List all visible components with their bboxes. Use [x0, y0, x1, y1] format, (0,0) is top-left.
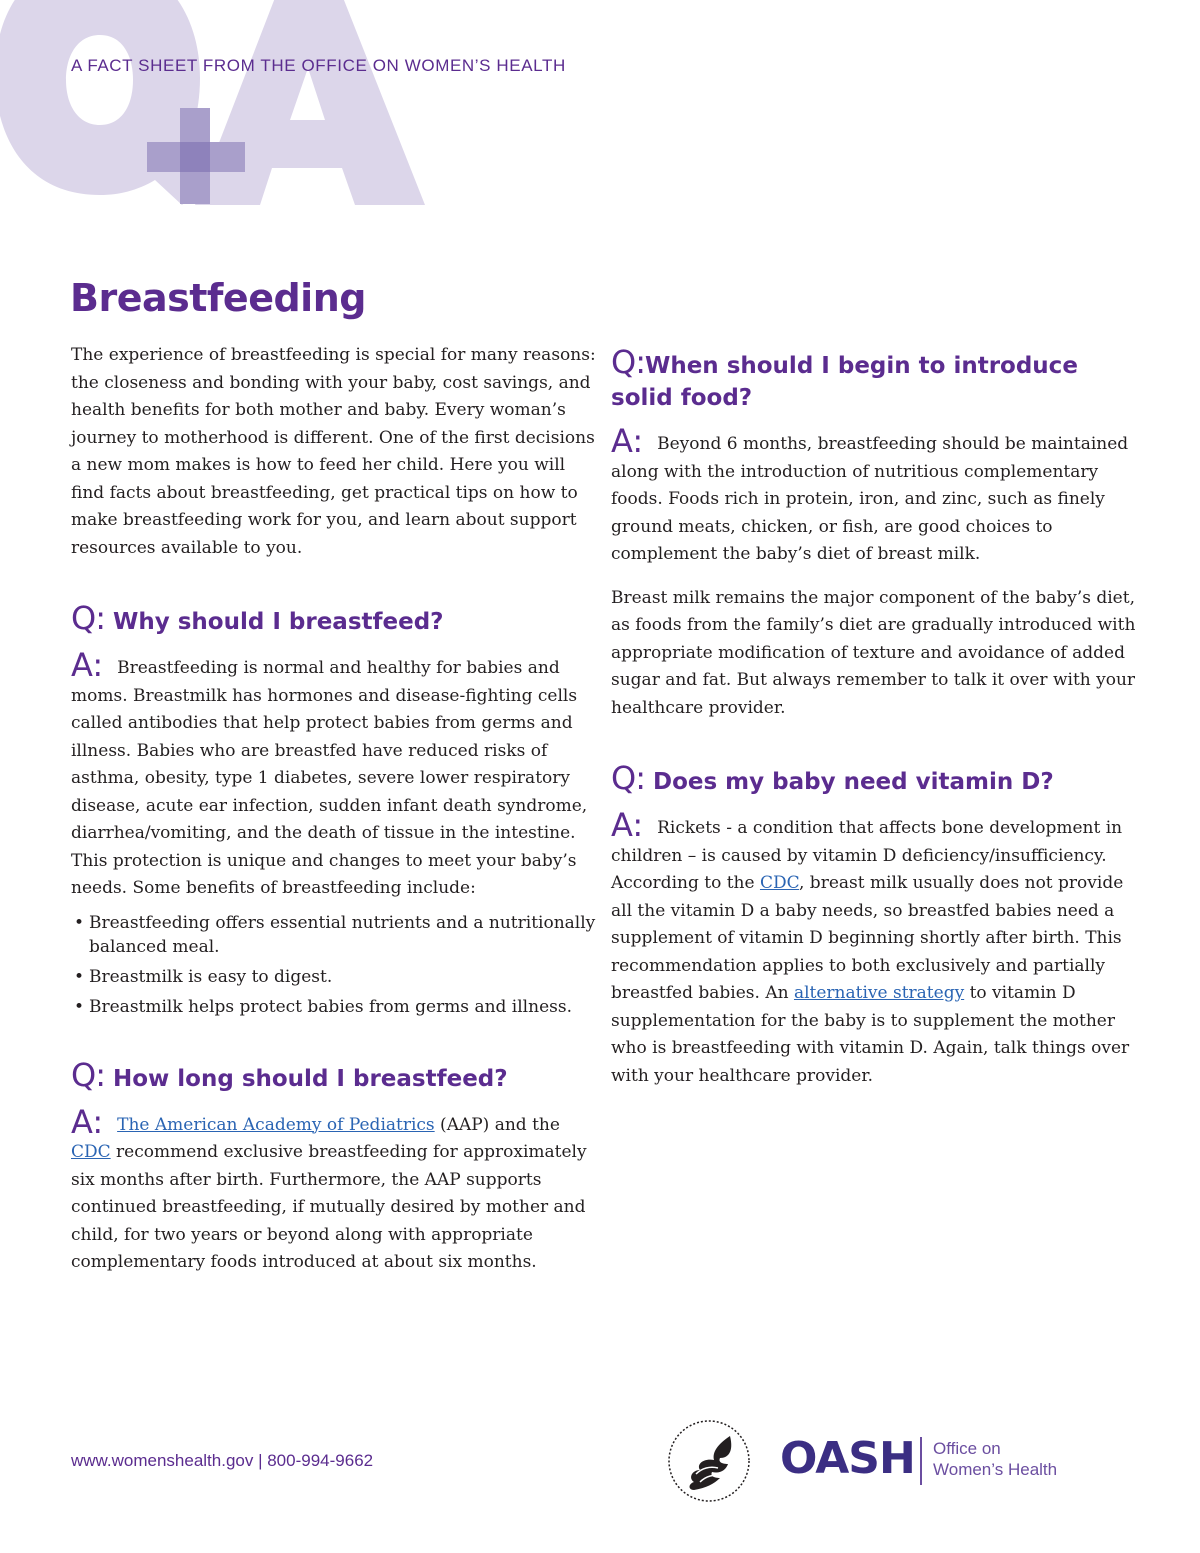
question-text: Does my baby need vitamin D?	[652, 769, 1054, 795]
answer-paragraph: A: Rickets - a condition that affects bone development in children – is caused by vitamin D deficiency/insufficiency. According to the CDC, breast milk usually does not provide all the vitamin D a baby needs, so breastfed babies need a supplement of vitamin D beginning shortly after birth. This recommendation applies to both exclusively and partially breastfed babies. An alternative strategy to vitamin D supplementation for the baby is to supplement the mother who is breastfeeding with vitamin D. Again, talk things over with your healthcare provider.	[611, 806, 1130, 1086]
answer-text: Breastfeeding is normal and healthy for babies and moms. Breastmilk has hormones and disease-fighting cells called antibodies that help protect babies from germs and illness. Babies who are breastfed have reduced risks of asthma, obesity, type 1 diabetes, severe lower respiratory disease, acute ear infection, sudden infant death syndrome, diarrhea/vomiting, and the death of tissue in the intestine. This protection is unique and changes to meet your baby’s needs. Some benefits of breastfeeding include:	[71, 658, 588, 898]
benefits-list	[71, 911, 596, 1019]
list-item: • Breastmilk helps protect babies from germs and illness.	[74, 996, 572, 1017]
list-item: • Breastmilk is easy to digest.	[74, 966, 333, 987]
a-marker: A:	[611, 806, 644, 844]
question-heading	[71, 1055, 596, 1095]
answer-paragraph	[611, 422, 1136, 569]
a-marker: A:	[71, 1102, 104, 1141]
q-marker: Q:	[71, 1055, 105, 1094]
q-marker: Q:	[71, 599, 105, 637]
answer-paragraph	[71, 646, 596, 903]
oash-logo: OASH	[780, 1433, 915, 1484]
question-heading	[71, 599, 596, 638]
answer-paragraph: A: The American Academy of Pediatrics (AAP) and the CDC recommend exclusive breastfeeding for approximately six months after birth. Furthermore, the AAP supports continued breastfeeding, if mutually desired by mother and child, for two years or beyond along with appropriate complementary foods introduced at about six months.	[71, 1102, 587, 1272]
qa-why-breastfeed	[71, 599, 596, 1019]
a-marker: A:	[71, 646, 104, 684]
right-column	[611, 343, 1136, 1106]
bullet-icon: •	[74, 912, 85, 933]
question-heading	[611, 343, 1136, 414]
list-item: • Breastfeeding offers essential nutrients and a nutritionally balanced meal.	[74, 912, 596, 957]
cdc-link[interactable]: CDC	[759, 873, 799, 893]
hhs-seal-logo	[666, 1418, 752, 1504]
bullet-icon: •	[74, 966, 85, 987]
left-column	[71, 342, 596, 1293]
bullet-icon: •	[74, 996, 85, 1017]
page-title: Breastfeeding	[70, 276, 366, 320]
answer-paragraph-2: Breast milk remains the major component of the baby’s diet, as foods from the family’s diet are gradually introduced with appropriate modification of texture and avoidance of added sugar and fat. But always remember to talk it over with your healthcare provider.	[611, 587, 1136, 718]
question-text: When should I begin to introduce solid food?	[611, 353, 1078, 411]
question-text: How long should I breastfeed?	[112, 1065, 508, 1092]
a-marker: A:	[611, 422, 644, 460]
qa-vitamin-d	[611, 759, 1136, 1090]
cdc-link[interactable]: CDC	[71, 1142, 111, 1162]
qa-solid-food	[611, 343, 1136, 722]
question-text: Why should I breastfeed?	[112, 609, 444, 635]
q-marker: Q:	[611, 759, 645, 797]
oash-subtitle: Office on Women’s Health	[933, 1439, 1058, 1479]
qa-how-long	[71, 1055, 596, 1277]
fact-sheet-kicker: A FACT SHEET FROM THE OFFICE ON WOMEN’S HEALTH	[71, 56, 566, 75]
footer-contact: www.womenshealth.gov | 800-994-9662	[71, 1451, 374, 1470]
question-heading	[611, 759, 1136, 798]
intro-paragraph: The experience of breastfeeding is special for many reasons: the closeness and bonding with your baby, cost savings, and health benefits for both mother and baby. Every woman’s journey to motherhood is different. One of the first decisions a new mom makes is how to feed her child. Here you will find facts about breastfeeding, get practical tips on how to make breastfeeding work for you, and learn about support resources available to you.	[71, 345, 596, 558]
alternative-strategy-link[interactable]: alternative strategy	[793, 983, 965, 1003]
answer-text: Beyond 6 months, breastfeeding should be maintained along with the introduction of nutritious complementary foods. Foods rich in protein, iron, and zinc, such as finely ground meats, chicken, or fish, are good choices to complement the baby’s diet of breast milk.	[611, 434, 1129, 564]
q-marker: Q:	[611, 343, 645, 381]
logo-divider	[920, 1437, 922, 1485]
qa-watermark-graphic	[0, 0, 440, 220]
aap-link[interactable]: The American Academy of Pediatrics	[117, 1114, 435, 1135]
